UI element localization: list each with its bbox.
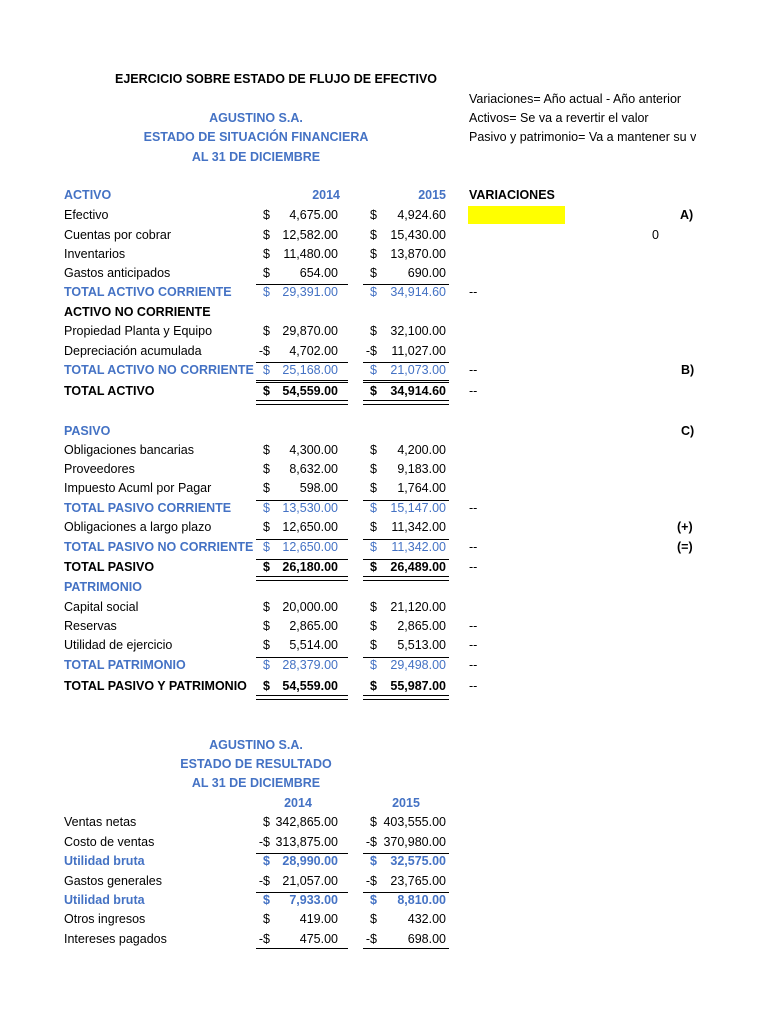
currency-sign: $ <box>370 247 377 261</box>
value-2014[interactable]: 2,865.00 <box>289 619 338 633</box>
row-label: TOTAL PASIVO NO CORRIENTE <box>64 540 254 554</box>
row-label: Otros ingresos <box>64 912 146 926</box>
row-label: ACTIVO NO CORRIENTE <box>64 305 211 319</box>
row-label: Obligaciones bancarias <box>64 443 194 457</box>
currency-sign: -$ <box>258 932 270 946</box>
variation-cell[interactable]: -- <box>469 501 478 515</box>
currency-sign: $ <box>263 324 270 338</box>
value-2015[interactable]: 34,914.60 <box>390 384 446 398</box>
row-label: Cuentas por cobrar <box>64 228 172 242</box>
sum-rule <box>256 559 348 560</box>
marker-plus: (+) <box>677 520 693 534</box>
row-label: TOTAL PATRIMONIO <box>64 658 186 672</box>
value-2015[interactable]: 32,575.00 <box>390 854 446 868</box>
sum-rule <box>363 892 449 893</box>
value-2015[interactable]: 5,513.00 <box>397 638 446 652</box>
row-label: Efectivo <box>64 208 109 222</box>
value-2015[interactable]: 370,980.00 <box>383 835 446 849</box>
currency-sign: $ <box>263 266 270 280</box>
sum-rule <box>256 892 348 893</box>
sum-rule <box>363 853 449 854</box>
value-2014[interactable]: 419.00 <box>299 912 338 926</box>
row-label: Propiedad Planta y Equipo <box>64 324 213 338</box>
value-2015[interactable]: 21,073.00 <box>390 363 446 377</box>
row-label: PASIVO <box>64 424 111 438</box>
value-2015[interactable]: 9,183.00 <box>397 462 446 476</box>
variation-cell[interactable]: -- <box>469 384 478 398</box>
currency-sign: $ <box>370 520 377 534</box>
currency-sign: $ <box>370 619 377 633</box>
currency-sign: $ <box>263 247 270 261</box>
currency-sign: $ <box>263 893 270 907</box>
row-label: Gastos anticipados <box>64 266 171 280</box>
value-2015[interactable]: 8,810.00 <box>397 893 446 907</box>
value-2015[interactable]: 11,027.00 <box>391 344 446 358</box>
currency-sign: $ <box>370 912 377 926</box>
value-2014[interactable]: 25,168.00 <box>282 363 338 377</box>
activo-heading: ACTIVO <box>64 188 112 202</box>
total-double-rule <box>256 695 348 700</box>
total-double-rule <box>363 576 449 581</box>
currency-sign: $ <box>263 679 270 693</box>
row-label: Inventarios <box>64 247 126 261</box>
note-variaciones: Variaciones= Año actual - Año anterior <box>469 92 682 106</box>
currency-sign: $ <box>370 600 377 614</box>
currency-sign: $ <box>263 854 270 868</box>
value-2014[interactable]: 475.00 <box>299 932 338 946</box>
sum-rule <box>363 539 449 540</box>
total-double-rule <box>256 576 348 581</box>
value-2014[interactable]: 28,379.00 <box>282 658 338 672</box>
row-label: Gastos generales <box>64 874 162 888</box>
currency-sign: -$ <box>365 874 377 888</box>
currency-sign: $ <box>370 658 377 672</box>
value-2015[interactable]: 23,765.00 <box>390 874 446 888</box>
balance-statement-title: ESTADO DE SITUACIÓN FINANCIERA <box>143 130 369 144</box>
sum-rule <box>363 284 449 285</box>
income-statement-title: ESTADO DE RESULTADO <box>180 757 332 771</box>
value-2015[interactable]: 698.00 <box>407 932 446 946</box>
value-2014[interactable]: 26,180.00 <box>282 560 338 574</box>
currency-sign: $ <box>370 285 377 299</box>
sum-rule <box>256 362 348 363</box>
value-2014[interactable]: 29,870.00 <box>282 324 338 338</box>
total-double-rule <box>363 695 449 700</box>
value-2014[interactable]: 28,990.00 <box>282 854 338 868</box>
value-2015[interactable]: 403,555.00 <box>383 815 446 829</box>
value-2015[interactable]: 55,987.00 <box>390 679 446 693</box>
currency-sign: -$ <box>365 344 377 358</box>
value-2014[interactable]: 12,582.00 <box>282 228 338 242</box>
value-2014[interactable]: 54,559.00 <box>282 384 338 398</box>
value-2014[interactable]: 21,057.00 <box>282 874 338 888</box>
row-label: Utilidad de ejercicio <box>64 638 173 652</box>
total-double-rule <box>363 400 449 405</box>
currency-sign: $ <box>263 285 270 299</box>
currency-sign: -$ <box>365 932 377 946</box>
value-2015[interactable]: 21,120.00 <box>390 600 446 614</box>
value-2014[interactable]: 8,632.00 <box>289 462 338 476</box>
currency-sign: $ <box>370 462 377 476</box>
value-2015[interactable]: 15,147.00 <box>390 501 446 515</box>
variation-cell[interactable]: -- <box>469 638 478 652</box>
currency-sign: $ <box>370 228 377 242</box>
note-pasivo: Pasivo y patrimonio= Va a mantener su v <box>469 130 696 144</box>
sum-rule <box>363 948 449 949</box>
currency-sign: $ <box>370 560 377 574</box>
sum-rule <box>256 657 348 658</box>
sum-rule <box>363 380 449 381</box>
row-label: TOTAL ACTIVO <box>64 384 155 398</box>
value-2015[interactable]: 4,200.00 <box>397 443 446 457</box>
value-2015[interactable]: 11,342.00 <box>391 520 446 534</box>
sum-rule <box>256 380 348 381</box>
value-2015[interactable]: 11,342.00 <box>391 540 446 554</box>
variation-cell[interactable]: -- <box>469 285 478 299</box>
currency-sign: $ <box>370 501 377 515</box>
marker-equals: (=) <box>677 540 693 554</box>
income-company: AGUSTINO S.A. <box>209 738 303 752</box>
document-title: EJERCICIO SOBRE ESTADO DE FLUJO DE EFECTIVO <box>115 72 438 86</box>
currency-sign: $ <box>370 815 377 829</box>
sum-rule <box>256 500 348 501</box>
value-2015[interactable]: 690.00 <box>407 266 446 280</box>
year-2014-heading: 2014 <box>312 188 340 202</box>
currency-sign: $ <box>370 266 377 280</box>
value-2014[interactable]: 342,865.00 <box>275 815 338 829</box>
income-date: AL 31 DE DICIEMBRE <box>191 776 321 790</box>
value-2015[interactable]: 26,489.00 <box>390 560 446 574</box>
currency-sign: $ <box>263 658 270 672</box>
currency-sign: $ <box>370 638 377 652</box>
row-label: TOTAL PASIVO <box>64 560 155 574</box>
value-2014[interactable]: 12,650.00 <box>282 520 338 534</box>
highlighted-cell[interactable] <box>468 206 565 224</box>
row-label: Intereses pagados <box>64 932 167 946</box>
value-2014[interactable]: 654.00 <box>299 266 338 280</box>
variation-cell[interactable]: -- <box>469 658 478 672</box>
sum-rule <box>363 362 449 363</box>
currency-sign: $ <box>263 560 270 574</box>
row-label: TOTAL PASIVO CORRIENTE <box>64 501 232 515</box>
zero-value: 0 <box>652 228 659 242</box>
row-label: Utilidad bruta <box>64 854 145 868</box>
currency-sign: -$ <box>258 835 270 849</box>
currency-sign: $ <box>263 481 270 495</box>
sum-rule <box>363 382 449 383</box>
value-2014[interactable]: 598.00 <box>299 481 338 495</box>
currency-sign: $ <box>263 462 270 476</box>
sum-rule <box>256 948 348 949</box>
variaciones-heading: VARIACIONES <box>469 188 555 202</box>
value-2015[interactable]: 34,914.60 <box>390 285 446 299</box>
row-label: TOTAL ACTIVO NO CORRIENTE <box>64 363 254 377</box>
variation-cell[interactable]: -- <box>469 619 478 633</box>
value-2014[interactable]: 54,559.00 <box>282 679 338 693</box>
currency-sign: -$ <box>365 835 377 849</box>
variation-cell[interactable]: -- <box>469 560 478 574</box>
variation-cell[interactable]: -- <box>469 363 478 377</box>
sum-rule <box>363 657 449 658</box>
total-double-rule <box>256 400 348 405</box>
value-2014[interactable]: 11,480.00 <box>283 247 338 261</box>
value-2014[interactable]: 12,650.00 <box>282 540 338 554</box>
value-2015[interactable]: 29,498.00 <box>390 658 446 672</box>
value-2014[interactable]: 4,702.00 <box>289 344 338 358</box>
row-label: Utilidad bruta <box>64 893 145 907</box>
variation-cell[interactable]: -- <box>469 540 478 554</box>
currency-sign: $ <box>370 324 377 338</box>
value-2015[interactable]: 1,764.00 <box>397 481 446 495</box>
balance-company: AGUSTINO S.A. <box>209 111 303 125</box>
currency-sign: $ <box>263 815 270 829</box>
currency-sign: $ <box>263 912 270 926</box>
currency-sign: $ <box>263 540 270 554</box>
row-label: Capital social <box>64 600 139 614</box>
income-year-2014: 2014 <box>284 796 312 810</box>
value-2014[interactable]: 4,675.00 <box>289 208 338 222</box>
currency-sign: $ <box>370 363 377 377</box>
currency-sign: -$ <box>258 874 270 888</box>
currency-sign: $ <box>370 208 377 222</box>
value-2014[interactable]: 13,530.00 <box>282 501 338 515</box>
sum-rule <box>256 853 348 854</box>
row-label: Depreciación acumulada <box>64 344 202 358</box>
value-2015[interactable]: 13,870.00 <box>390 247 446 261</box>
value-2014[interactable]: 7,933.00 <box>289 893 338 907</box>
value-2015[interactable]: 2,865.00 <box>397 619 446 633</box>
note-activos: Activos= Se va a revertir el valor <box>469 111 649 125</box>
value-2014[interactable]: 20,000.00 <box>282 600 338 614</box>
currency-sign: $ <box>370 443 377 457</box>
currency-sign: $ <box>263 520 270 534</box>
currency-sign: $ <box>370 679 377 693</box>
value-2014[interactable]: 4,300.00 <box>289 443 338 457</box>
currency-sign: $ <box>263 638 270 652</box>
variation-cell[interactable]: -- <box>469 679 478 693</box>
sum-rule <box>256 284 348 285</box>
row-label: Ventas netas <box>64 815 137 829</box>
row-label: Costo de ventas <box>64 835 155 849</box>
sum-rule <box>256 382 348 383</box>
income-year-2015: 2015 <box>392 796 420 810</box>
currency-sign: $ <box>370 893 377 907</box>
currency-sign: $ <box>263 363 270 377</box>
row-label: Impuesto Acuml por Pagar <box>64 481 212 495</box>
value-2015[interactable]: 32,100.00 <box>390 324 446 338</box>
marker-b: B) <box>681 363 695 377</box>
currency-sign: $ <box>370 481 377 495</box>
currency-sign: -$ <box>258 344 270 358</box>
value-2014[interactable]: 29,391.00 <box>282 285 338 299</box>
sum-rule <box>363 500 449 501</box>
value-2014[interactable]: 313,875.00 <box>275 835 338 849</box>
row-label: TOTAL ACTIVO CORRIENTE <box>64 285 232 299</box>
sum-rule <box>256 539 348 540</box>
value-2014[interactable]: 5,514.00 <box>289 638 338 652</box>
currency-sign: $ <box>263 501 270 515</box>
row-label: PATRIMONIO <box>64 580 143 594</box>
currency-sign: $ <box>263 384 270 398</box>
balance-date: AL 31 DE DICIEMBRE <box>191 150 321 164</box>
value-2015[interactable]: 432.00 <box>407 912 446 926</box>
marker-a: A) <box>680 208 694 222</box>
currency-sign: $ <box>370 384 377 398</box>
currency-sign: $ <box>263 208 270 222</box>
marker-c: C) <box>681 424 695 438</box>
value-2015[interactable]: 15,430.00 <box>390 228 446 242</box>
currency-sign: $ <box>263 443 270 457</box>
currency-sign: $ <box>263 228 270 242</box>
row-label: TOTAL PASIVO Y PATRIMONIO <box>64 679 247 693</box>
currency-sign: $ <box>370 854 377 868</box>
sum-rule <box>363 559 449 560</box>
row-label: Obligaciones a largo plazo <box>64 520 212 534</box>
currency-sign: $ <box>370 540 377 554</box>
row-label: Proveedores <box>64 462 135 476</box>
row-label: Reservas <box>64 619 117 633</box>
value-2015[interactable]: 4,924.60 <box>397 208 446 222</box>
currency-sign: $ <box>263 619 270 633</box>
year-2015-heading: 2015 <box>418 188 446 202</box>
currency-sign: $ <box>263 600 270 614</box>
